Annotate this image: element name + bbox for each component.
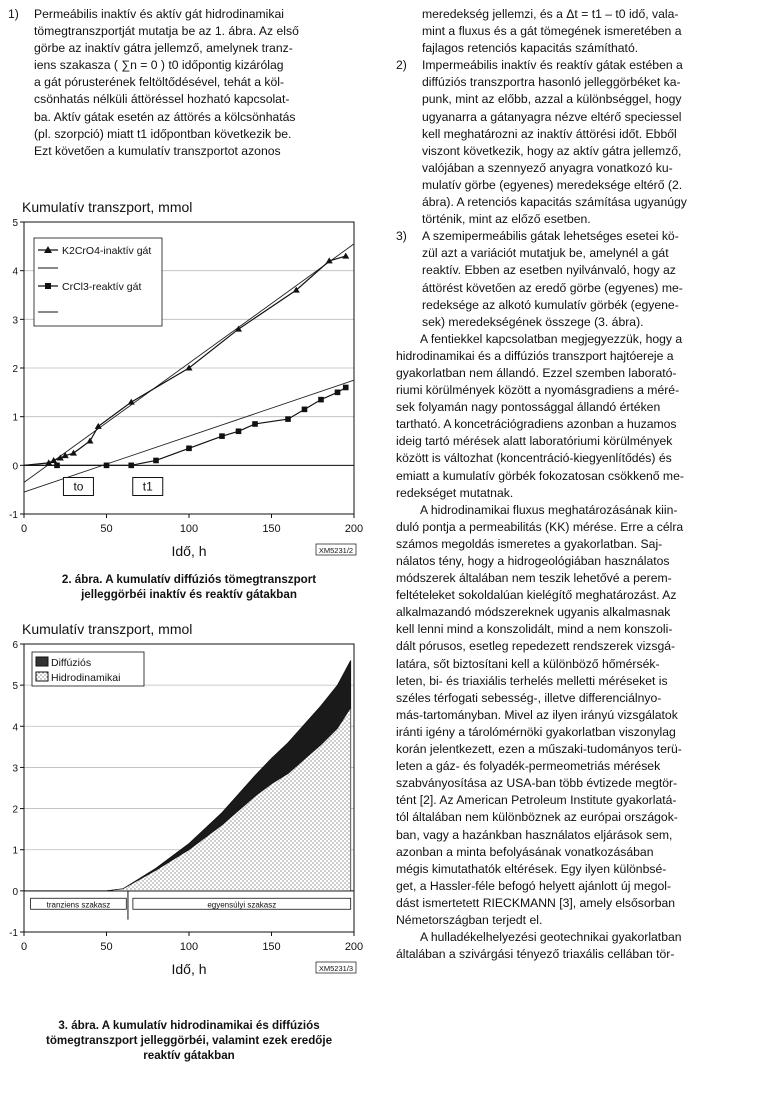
text-line: áttörést követően az eredő görbe (egyenes) me-	[422, 280, 683, 295]
y-tick-label: 1	[12, 412, 18, 424]
text-line: iens szakasza ( ∑n = 0 ) t0 időpontig kizárólag	[34, 58, 284, 73]
x-tick-label: 0	[20, 941, 28, 953]
legend-label: Diffúziós	[51, 657, 92, 669]
text-line: szabványosítása az USA-ban több évtizede megtör-	[396, 776, 678, 791]
data-point	[186, 446, 192, 452]
data-point	[342, 253, 349, 259]
caption-line: reaktív gátakban	[143, 1049, 235, 1062]
text-line: sek folyamán nagy pontossággal állandó értéken	[396, 400, 661, 415]
legend-label: Hidrodinamikai	[51, 672, 121, 684]
chart-title: Kumulatív transzport, mmol	[22, 622, 193, 637]
data-point	[236, 428, 242, 434]
text-line: általában a szivárgási tényező triaxális cellában tör-	[396, 947, 675, 962]
figure-code: XM5231/3	[318, 964, 354, 973]
text-line: tént [2]. Az American Petroleum Institute gyakorlatá-	[396, 793, 677, 808]
text-line: redeksége az alkotó kumulatív görbék (egyene-	[422, 297, 679, 312]
text-line: A hulladékelhelyezési geotechnikai gyakorlatban	[420, 930, 682, 945]
text-line: riumi körülmények között a nyomásgradiens a méré-	[396, 383, 680, 398]
text-line: redekséget mutatnak.	[396, 485, 514, 500]
item-1-continuation	[396, 6, 754, 57]
data-point	[104, 463, 110, 469]
data-point	[343, 385, 349, 391]
text-line: ban, vagy a hazánkban használatos eljárások sem,	[396, 827, 673, 842]
text-line: get, a Hassler-féle befogó helyett ajánlott új megol-	[396, 878, 672, 893]
text-line: módszerek általában nem teszik lehetővé a perem-	[396, 571, 672, 586]
text-line: a gát pórusterének feltöltődésével, tehát a köl-	[34, 75, 284, 90]
left-column	[8, 6, 368, 160]
caption-line: tömegtranszport jelleggörbéi, valamint ezek eredője	[45, 1034, 333, 1047]
caption-line: 2. ábra. A kumulatív diffúziós tömegtranszport	[61, 573, 317, 586]
data-point	[252, 421, 258, 427]
data-point	[302, 407, 308, 413]
x-tick-label: 150	[262, 941, 281, 953]
text-line: történik, mint az előző esetben.	[422, 212, 591, 227]
data-point	[285, 416, 291, 422]
list-item-2-text	[422, 57, 754, 228]
y-tick-label: -1	[9, 510, 18, 521]
figure-2-chart	[4, 200, 374, 570]
annotation-t1: t1	[142, 479, 153, 494]
x-axis-label: Idő, h	[171, 961, 207, 977]
right-column	[396, 6, 754, 963]
text-line: ábra). A retenciós kapacitás számítása ugyanúgy	[422, 195, 687, 210]
text-line: csönhatás nélküli áttöréssel hozható kapcsolat-	[34, 92, 290, 107]
figure-3-chart	[4, 622, 374, 1012]
list-item-1-text	[34, 6, 368, 160]
text-line: görbe az inaktív gátra jellemző, amelynek tranz-	[34, 41, 293, 56]
y-tick-label: 0	[12, 461, 18, 473]
text-line: latára, sőt biztosítani kell a különböző hőmérsék-	[396, 656, 660, 671]
legend-label: CrCl3-reaktív gát	[62, 281, 142, 293]
y-tick-label: 3	[12, 763, 18, 775]
data-point	[70, 450, 77, 456]
y-tick-label: 2	[12, 364, 18, 375]
y-tick-label: 2	[12, 804, 18, 816]
data-point	[153, 458, 159, 464]
annotation-to: to	[73, 479, 84, 494]
legend-swatch-1	[36, 657, 48, 666]
text-line: viszont következik, hogy az aktív gátra jellemző,	[422, 143, 682, 158]
y-tick-label: 1	[12, 845, 18, 857]
chart-title: Kumulatív transzport, mmol	[22, 200, 193, 215]
y-tick-label: 3	[12, 315, 18, 327]
x-tick-label: 100	[179, 941, 199, 953]
text-line: kell meghatározni az inaktív áttörési időt. Ebből	[422, 126, 677, 141]
figure-2-caption	[4, 572, 374, 602]
y-tick-label: 4	[12, 266, 18, 278]
figure-code: XM5231/2	[318, 546, 354, 555]
figure-3	[4, 622, 374, 1062]
y-tick-label: -1	[9, 928, 18, 939]
text-line: A fentiekkel kapcsolatban megjegyezzük, hogy a	[420, 331, 683, 346]
x-tick-label: 0	[20, 523, 28, 535]
x-axis-label: Idő, h	[171, 543, 207, 559]
text-line: számos megoldás ismeretes a gyakorlatban. Saj-	[396, 536, 663, 551]
list-item-1	[8, 6, 368, 160]
text-line: valójában a szennyező anyagra vonatkozó ku-	[422, 160, 673, 175]
annotation-tranziens: tranziens szakasz	[46, 900, 111, 910]
text-line: tartható. A koncetrációgradiens azonban a huzamos	[396, 417, 677, 432]
legend-swatch-2	[36, 672, 48, 681]
data-point	[335, 390, 341, 396]
data-point	[54, 463, 60, 469]
text-line: hidrodinamikai és a diffúziós transzport hajtóereje a	[396, 348, 674, 363]
text-line: emiatt a kumulatív görbék fokozatosan csökkenő me-	[396, 468, 684, 483]
text-line: alkalmazandó módszereknek ugyanis alkalmasnak	[396, 605, 671, 620]
x-tick-label: 200	[344, 941, 364, 953]
text-line: dált pórusos, esetleg repedezett rendszerek vizsgá-	[396, 639, 676, 654]
text-line: kell lenni mind a konszolidált, mind a nem konszoli-	[396, 622, 673, 637]
text-line: között is változhat (koncentráció-kiegyenlítődés) és	[396, 451, 672, 466]
annotation-egyensulyi: egyensúlyi szakasz	[207, 900, 277, 910]
text-line: duló pontja a permeabilitás (KK) mérése. Erre a célra	[396, 519, 684, 534]
caption-line: jelleggörbéi inaktív és reaktív gátakban	[81, 588, 297, 601]
text-line: Németországban terjedt el.	[396, 912, 543, 927]
x-tick-label: 50	[100, 941, 113, 953]
text-line: nálatos tény, hogy a hidrogeológiában használatos	[396, 554, 670, 568]
text-line: leten a gáz- és folyadék-permeometriás mérések	[396, 759, 661, 774]
text-line: mint a fluxus és a gát tömegének ismeretében a	[422, 24, 682, 39]
x-tick-label: 50	[100, 523, 113, 535]
legend-label: K2CrO4-inaktív gát	[62, 245, 152, 257]
list-number: 1)	[8, 7, 19, 21]
text-line: dást ismertetett RIECKMANN [3], amely elsősorban	[396, 895, 676, 910]
y-tick-label: 5	[12, 218, 18, 229]
y-tick-label: 4	[12, 722, 18, 734]
text-line: feltételeket sokoldalúan kielégítő meghatározást. Az	[396, 588, 677, 603]
text-line: Impermeábilis inaktív és reaktív gátak estében a	[422, 58, 683, 73]
paragraph-2	[396, 502, 754, 929]
text-line: ugyanarra a gátanyagra nézve eltérő speciessel	[422, 109, 682, 124]
y-tick-label: 6	[12, 640, 18, 651]
list-number: 3)	[396, 229, 407, 244]
x-tick-label: 150	[262, 523, 281, 535]
paragraph-3	[396, 929, 754, 963]
text-line: széles térfogati sebesség-, illetve differenciálnyo-	[396, 690, 662, 705]
list-item-3-text	[422, 228, 754, 331]
text-line: iránti igény a tárolómérnöki gyakorlatban viszonylag	[396, 724, 676, 739]
text-line: reaktív. Ebben az esetben nyilvánvaló, hogy az	[422, 263, 676, 278]
y-tick-label: 0	[12, 886, 18, 898]
text-line: zül azt a variációt mutatjuk be, amelynél a gát	[422, 246, 669, 261]
data-point	[235, 326, 242, 332]
text-line: tömegtranszportját mutatja be az 1. ábra. Az első	[34, 24, 299, 39]
text-line: ba. Aktív gátak esetén az áttörés a kölcsönhatás	[34, 109, 296, 124]
text-line: mulatív görbe (egyenes) meredeksége eltérő (2.	[422, 177, 683, 192]
legend-marker-2	[45, 283, 51, 289]
text-line: Permeábilis inaktív és aktív gát hidrodinamikai	[34, 7, 284, 21]
text-line: gyakorlatban nem állandó. Ezzel szemben laborató-	[396, 365, 677, 380]
text-line: leten, bi- és triaxiális terhelés melletti méréseket is	[396, 673, 668, 688]
text-line: meredekség jellemzi, és a Δt = t1 – t0 idő, vala-	[422, 7, 679, 21]
text-line: punk, mint az előbb, azzal a különbséggel, hogy	[422, 92, 682, 107]
text-line: Ezt követően a kumulatív transzportot azonos	[34, 143, 281, 158]
figure-3-caption	[4, 1018, 374, 1063]
figure-2	[4, 200, 374, 601]
text-line: fajlagos retenciós kapacitás számítható.	[422, 41, 639, 56]
text-line: sek) meredekségének összege (3. ábra).	[422, 314, 644, 329]
text-line: tól általában nem különböznek az európai országok-	[396, 810, 678, 825]
paragraph-1	[396, 331, 754, 502]
text-line: diffúziós transzportra hasonló jelleggörbéket ka-	[422, 75, 681, 90]
list-item-3	[396, 228, 754, 331]
text-line: mégis kimutathatók eltérések. Egy ilyen különbsé-	[396, 861, 667, 876]
x-tick-label: 200	[344, 523, 364, 535]
y-tick-label: 5	[12, 681, 18, 693]
text-line: (pl. szorpció) miatt t1 időpontban következik be.	[34, 126, 292, 141]
data-point	[318, 397, 324, 403]
data-point	[87, 438, 94, 444]
text-line: A szemipermeábilis gátak lehetséges esetei kö-	[422, 229, 679, 244]
text-line: más-tartományban. Mivel az ilyen irányú vizsgálatok	[396, 707, 678, 722]
data-point	[128, 463, 134, 469]
text-line: ideig tartó mérések alatt laboratóriumi körülmények	[396, 434, 673, 449]
tangent-line-reaktiv	[24, 380, 354, 492]
text-line: korán jelentkezett, ezen a műszaki-tudományos terü-	[396, 742, 682, 757]
list-item-2	[396, 57, 754, 228]
list-number: 2)	[396, 58, 407, 73]
text-line: azonban a minta befolyásának vonatkozásában	[396, 844, 654, 859]
data-point	[219, 433, 225, 439]
text-line: A hidrodinamikai fluxus meghatározásának kiin-	[420, 502, 678, 517]
data-point	[128, 399, 135, 405]
x-tick-label: 100	[179, 523, 199, 535]
data-point	[95, 423, 102, 429]
caption-line: 3. ábra. A kumulatív hidrodinamikai és diffúziós	[58, 1019, 320, 1032]
